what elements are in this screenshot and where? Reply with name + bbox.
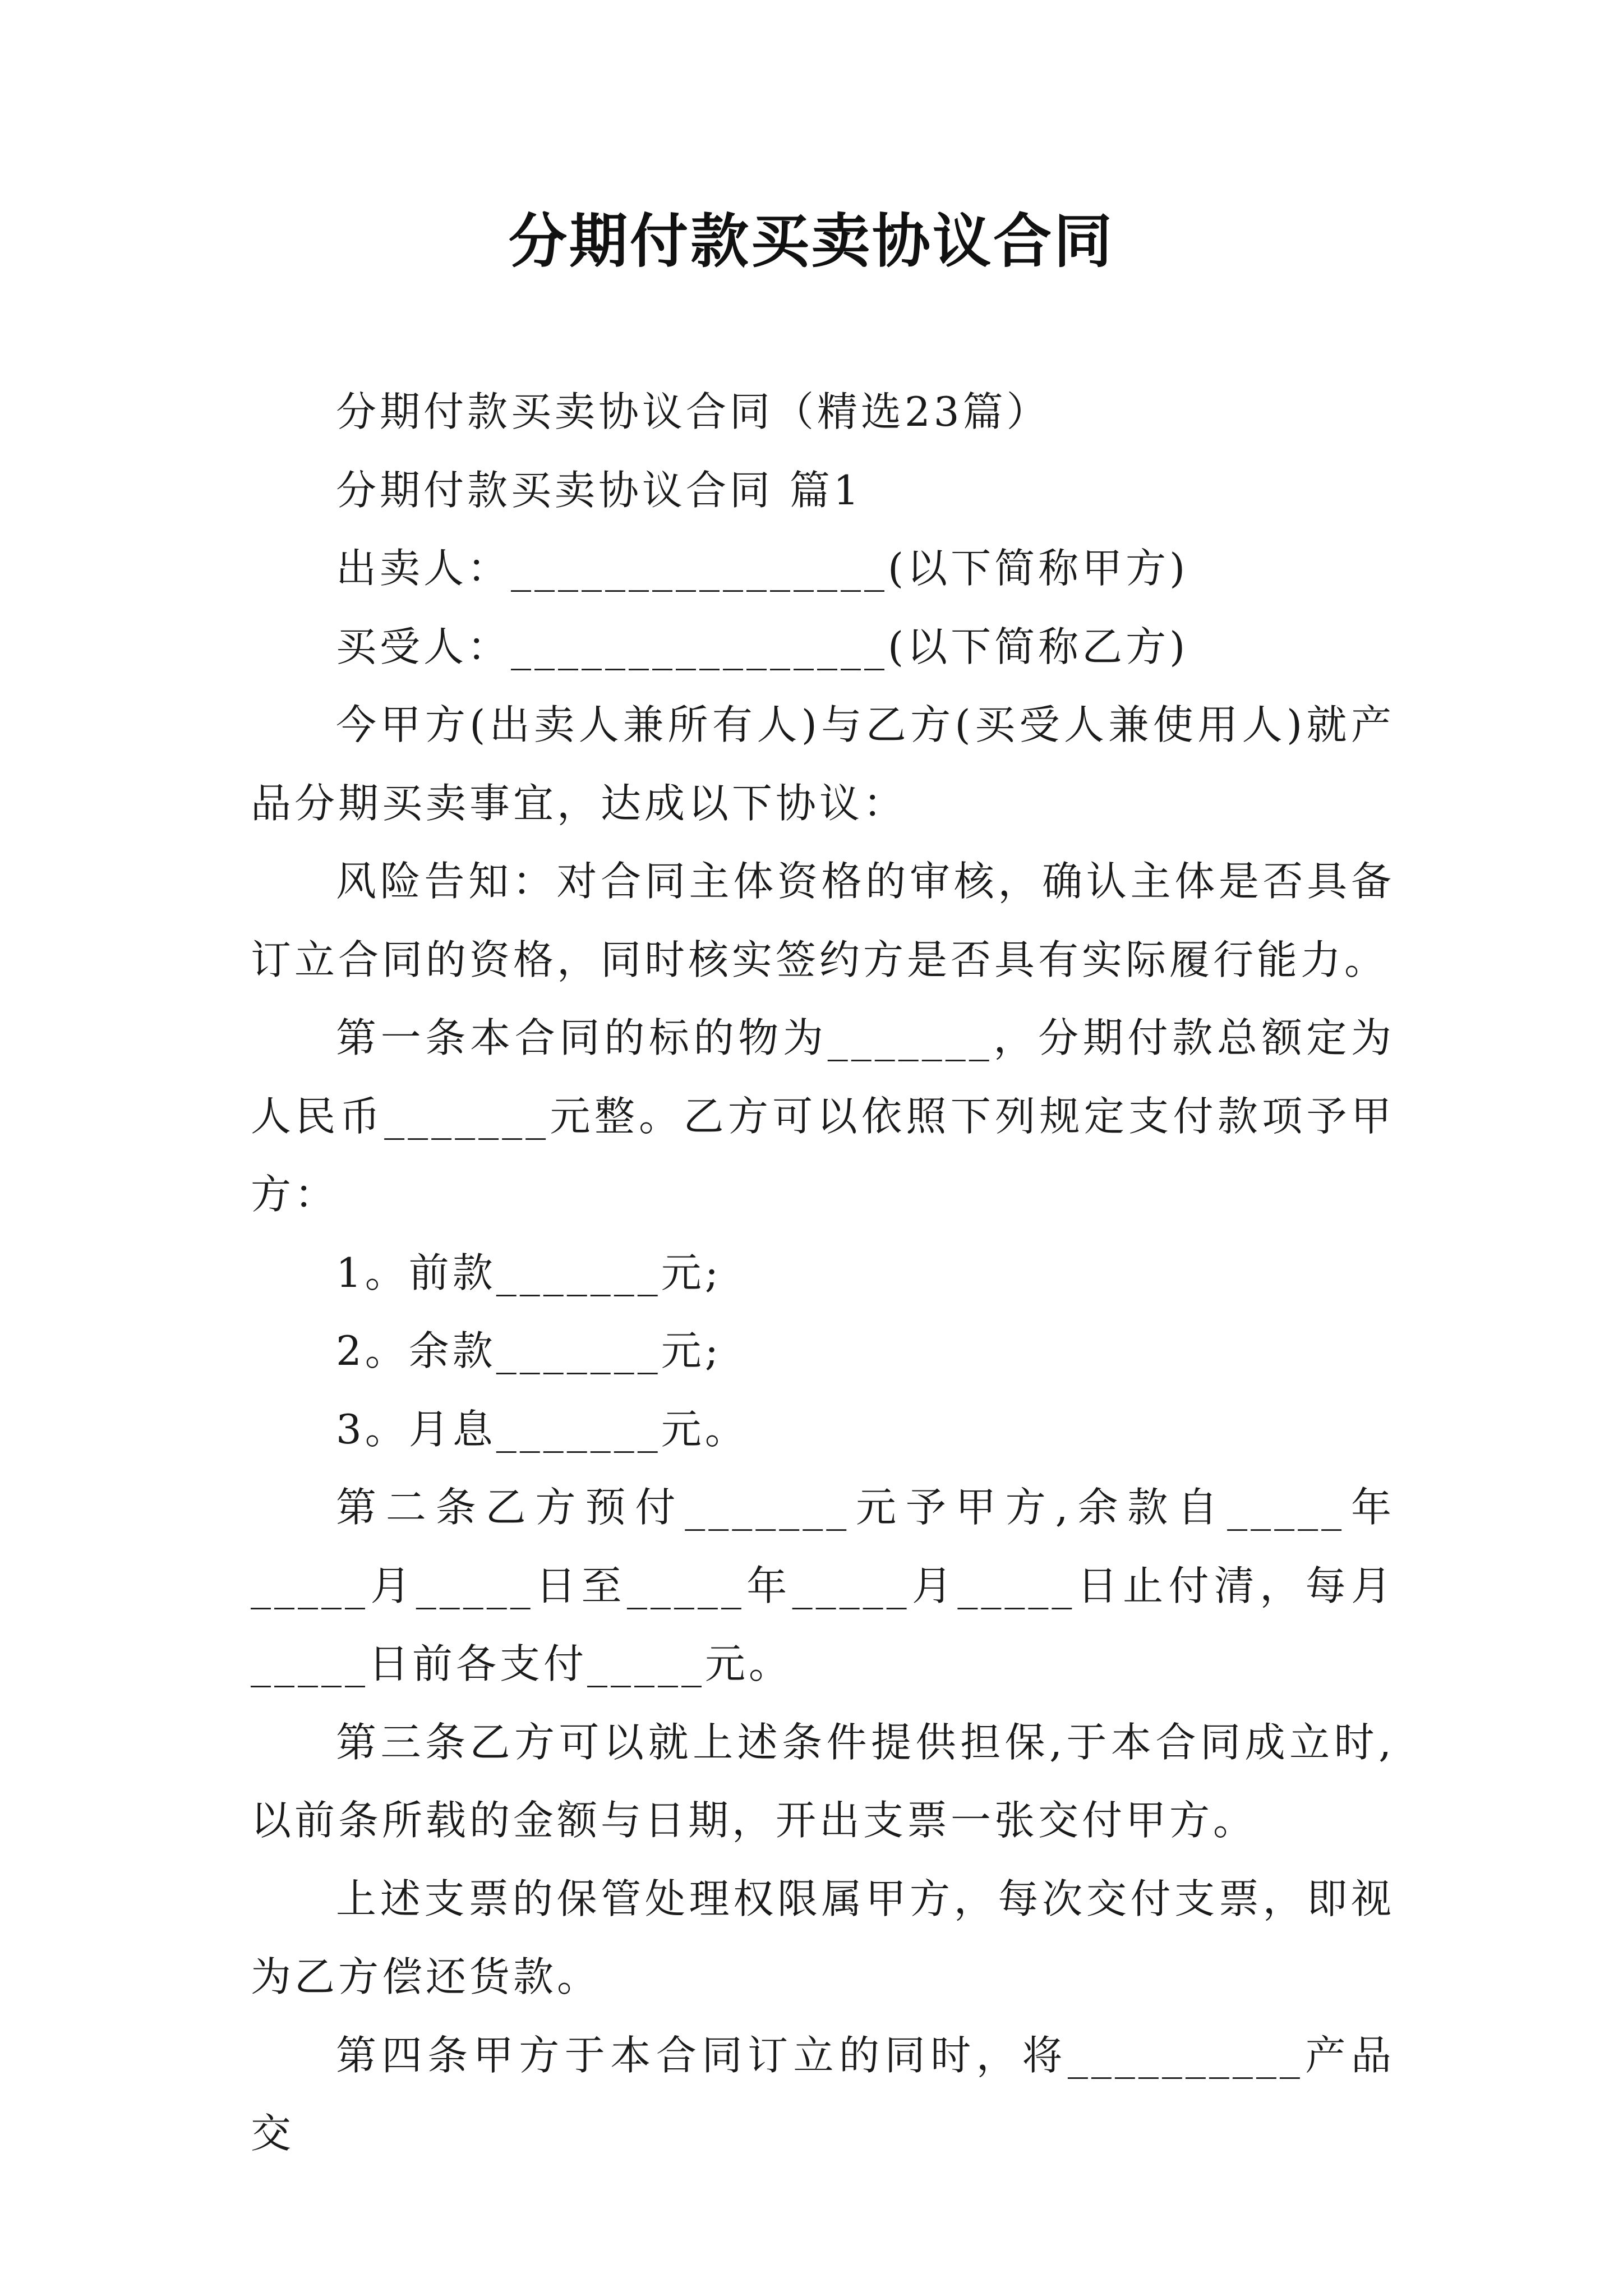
- paragraph-check-custody: 上述支票的保管处理权限属甲方，每次交付支票，即视为乙方偿还货款。: [251, 1875, 1395, 2000]
- paragraph-article-2: 第二条乙方预付_______元予甲方,余款自_____年_____月_____日至_____年_____月_____日止付清，每月_____日前各支付_____元。: [251, 1484, 1395, 1687]
- paragraph-subtitle: 分期付款买卖协议合同（精选23篇）: [336, 388, 1050, 435]
- paragraph-section-heading: 分期付款买卖协议合同 篇1: [336, 466, 863, 514]
- paragraph-preamble: 今甲方(出卖人兼所有人)与乙方(买受人兼使用人)就产品分期买卖事宜，达成以下协议：: [251, 701, 1395, 827]
- paragraph-seller: 出卖人：________________(以下简称甲方): [336, 545, 1189, 592]
- paragraph-buyer: 买受人：________________(以下简称乙方): [336, 623, 1189, 670]
- paragraph-risk-notice: 风险告知：对合同主体资格的审核，确认主体是否具备订立合同的资格，同时核实签约方是否具有实际履行能力。: [251, 858, 1395, 983]
- document-title: 分期付款买卖协议合同: [508, 206, 1114, 275]
- paragraph-article-1: 第一条本合同的标的物为_______，分期付款总额定为人民币_______元整。乙方可以依照下列规定支付款项予甲方：: [251, 1014, 1395, 1218]
- paragraph-article-3: 第三条乙方可以就上述条件提供担保,于本合同成立时,以前条所载的金额与日期，开出支票一张交付甲方。: [251, 1718, 1395, 1844]
- document-body: [251, 373, 1395, 2173]
- paragraph-article-4: 第四条甲方于本合同订立的同时，将__________产品交: [251, 2031, 1395, 2157]
- paragraph-item-2: 2。余款_______元;: [336, 1327, 722, 1374]
- paragraph-item-3: 3。月息_______元。: [336, 1405, 749, 1453]
- paragraph-item-1: 1。前款_______元;: [336, 1249, 722, 1296]
